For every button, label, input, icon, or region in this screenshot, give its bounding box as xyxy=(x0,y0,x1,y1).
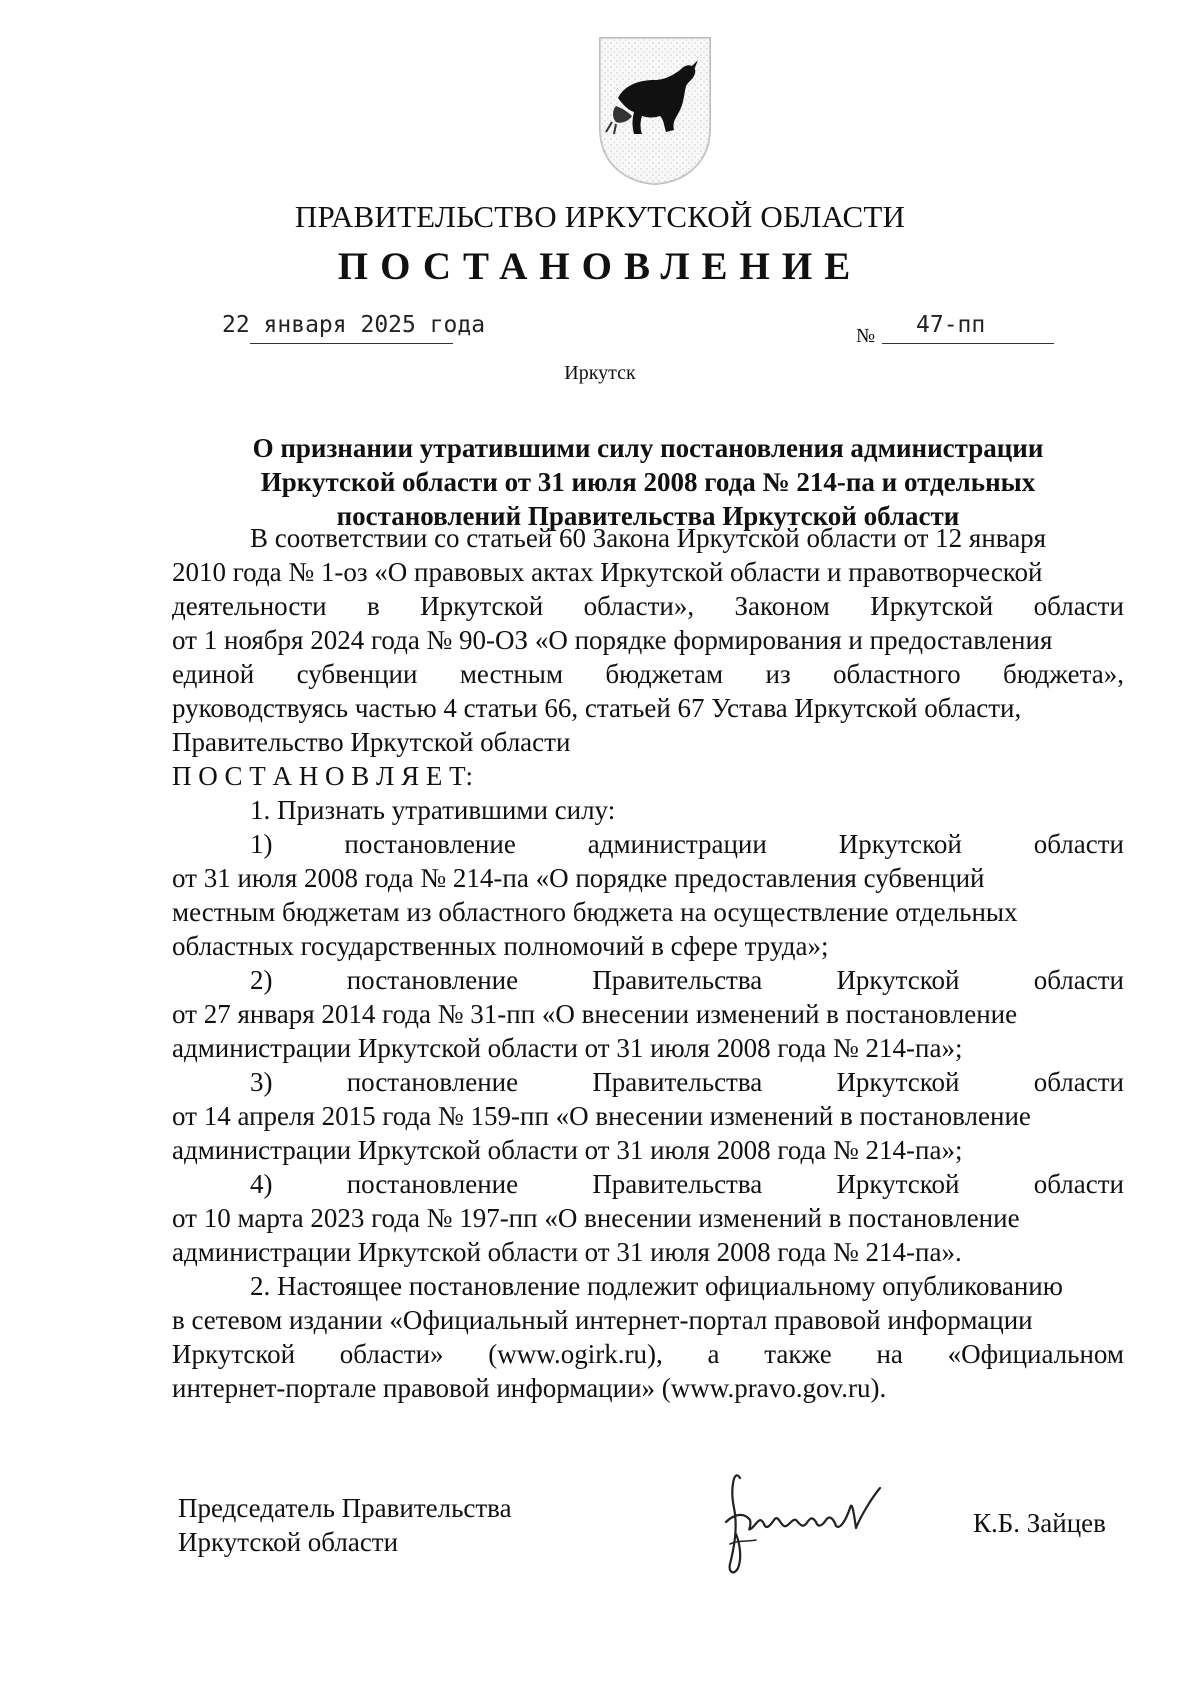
word: на xyxy=(876,1339,903,1369)
signer-position xyxy=(178,1491,512,1559)
document-title xyxy=(172,431,1124,533)
word: области xyxy=(1033,1067,1124,1097)
word: Правительства xyxy=(592,965,763,995)
word: бюджетам xyxy=(605,659,724,689)
body-line: в сетевом издании «Официальный интернет-портал правовой информации xyxy=(172,1305,1033,1335)
body-line: администрации Иркутской области от 31 июля 2008 года № 214-па»; xyxy=(172,1033,963,1063)
word: Иркутской xyxy=(172,1339,296,1369)
word: Иркутской xyxy=(836,1067,960,1097)
body-line xyxy=(250,1065,1124,1099)
word: в xyxy=(366,591,380,621)
word: также xyxy=(764,1339,832,1369)
word: 2) xyxy=(250,965,273,995)
body-line: руководствуясь частью 4 статьи 66, статьей 67 Устава Иркутской области, xyxy=(172,693,1022,723)
word: бюджета», xyxy=(1003,659,1124,689)
word: единой xyxy=(172,659,255,689)
handwritten-signature-icon xyxy=(700,1448,950,1598)
body-line xyxy=(172,589,1124,623)
word: области» xyxy=(339,1339,444,1369)
word: Законом xyxy=(734,591,830,621)
word: Иркутской xyxy=(420,591,544,621)
title-line: О признании утратившими силу постановления администрации xyxy=(252,433,1044,463)
word: Правительства xyxy=(592,1169,763,1199)
document-number: 47-пп xyxy=(916,312,986,338)
date-underline xyxy=(250,343,453,344)
body-line: В соответствии со статьей 60 Закона Иркутской области от 12 января xyxy=(250,523,1047,553)
body-line: 1. Признать утратившими силу: xyxy=(250,795,616,825)
word: постановление xyxy=(344,829,516,859)
body-line xyxy=(172,657,1124,691)
number-underline xyxy=(882,343,1054,344)
document-date: 22 января 2025 года xyxy=(222,312,486,338)
word: Иркутской xyxy=(870,591,994,621)
word: субвенции xyxy=(296,659,418,689)
title-line: постановлений Правительства Иркутской области xyxy=(336,501,960,531)
word: «Официальном xyxy=(947,1339,1124,1369)
word: деятельности xyxy=(172,591,327,621)
body-line: Правительство Иркутской области xyxy=(172,727,571,757)
decree-word: П О С Т А Н О В Л Я Е Т: xyxy=(172,761,474,791)
body-line xyxy=(250,827,1124,861)
word: постановление xyxy=(346,965,519,995)
word: Иркутской xyxy=(838,829,962,859)
word: области xyxy=(1033,965,1124,995)
body-line: интернет-портале правовой информации» (www.pravo.gov.ru). xyxy=(172,1373,887,1403)
word: (www.ogirk.ru), xyxy=(488,1339,663,1369)
body-line xyxy=(250,963,1124,997)
title-line: Иркутской области от 31 июля 2008 года № 214-па и отдельных xyxy=(260,467,1036,497)
word: области», xyxy=(583,591,695,621)
word: области xyxy=(1033,829,1124,859)
body-line: от 10 марта 2023 года № 197-пп «О внесении изменений в постановление xyxy=(172,1203,1020,1233)
word: местным xyxy=(459,659,564,689)
word: а xyxy=(707,1339,720,1369)
body-line: от 27 января 2014 года № 31-пп «О внесении изменений в постановление xyxy=(172,999,1018,1029)
word: Правительства xyxy=(592,1067,763,1097)
document-city: Иркутск xyxy=(564,362,636,384)
body-line: 2010 года № 1-оз «О правовых актах Иркутской области и правотворческой xyxy=(172,557,1043,587)
word: Иркутской xyxy=(836,965,960,995)
number-sign: № xyxy=(856,325,876,347)
signer-name: К.Б. Зайцев xyxy=(973,1508,1106,1538)
body-line: от 31 июля 2008 года № 214-па «О порядке предоставления субвенций xyxy=(172,863,985,893)
body-line xyxy=(250,1167,1124,1201)
word: постановление xyxy=(346,1067,519,1097)
body-line: областных государственных полномочий в сфере труда»; xyxy=(172,931,829,961)
word: из xyxy=(765,659,791,689)
body-line xyxy=(172,1337,1124,1371)
word: областного xyxy=(833,659,961,689)
word: Иркутской xyxy=(836,1169,960,1199)
document-type: ПОСТАНОВЛЕНИЕ xyxy=(337,245,863,288)
body-line: администрации Иркутской области от 31 июля 2008 года № 214-па»; xyxy=(172,1135,963,1165)
word: 4) xyxy=(250,1169,273,1199)
word: администрации xyxy=(587,829,767,859)
body-line: 2. Настоящее постановление подлежит официальному опубликованию xyxy=(250,1271,1063,1301)
body-line: от 14 апреля 2015 года № 159-пп «О внесении изменений в постановление xyxy=(172,1101,1031,1131)
word: области xyxy=(1033,1169,1124,1199)
word: области xyxy=(1033,591,1124,621)
body-line: администрации Иркутской области от 31 июля 2008 года № 214-па». xyxy=(172,1237,962,1267)
coat-of-arms-icon xyxy=(598,36,712,186)
word: постановление xyxy=(346,1169,519,1199)
government-name: ПРАВИТЕЛЬСТВО ИРКУТСКОЙ ОБЛАСТИ xyxy=(294,199,906,234)
signer-position-line: Иркутской области xyxy=(178,1527,399,1557)
body-line: местным бюджетам из областного бюджета на осуществление отдельных xyxy=(172,897,1018,927)
word: 3) xyxy=(250,1067,273,1097)
signer-position-line: Председатель Правительства xyxy=(178,1493,512,1523)
word: 1) xyxy=(250,829,273,859)
body-line: от 1 ноября 2024 года № 90-ОЗ «О порядке формирования и предоставления xyxy=(172,625,1053,655)
